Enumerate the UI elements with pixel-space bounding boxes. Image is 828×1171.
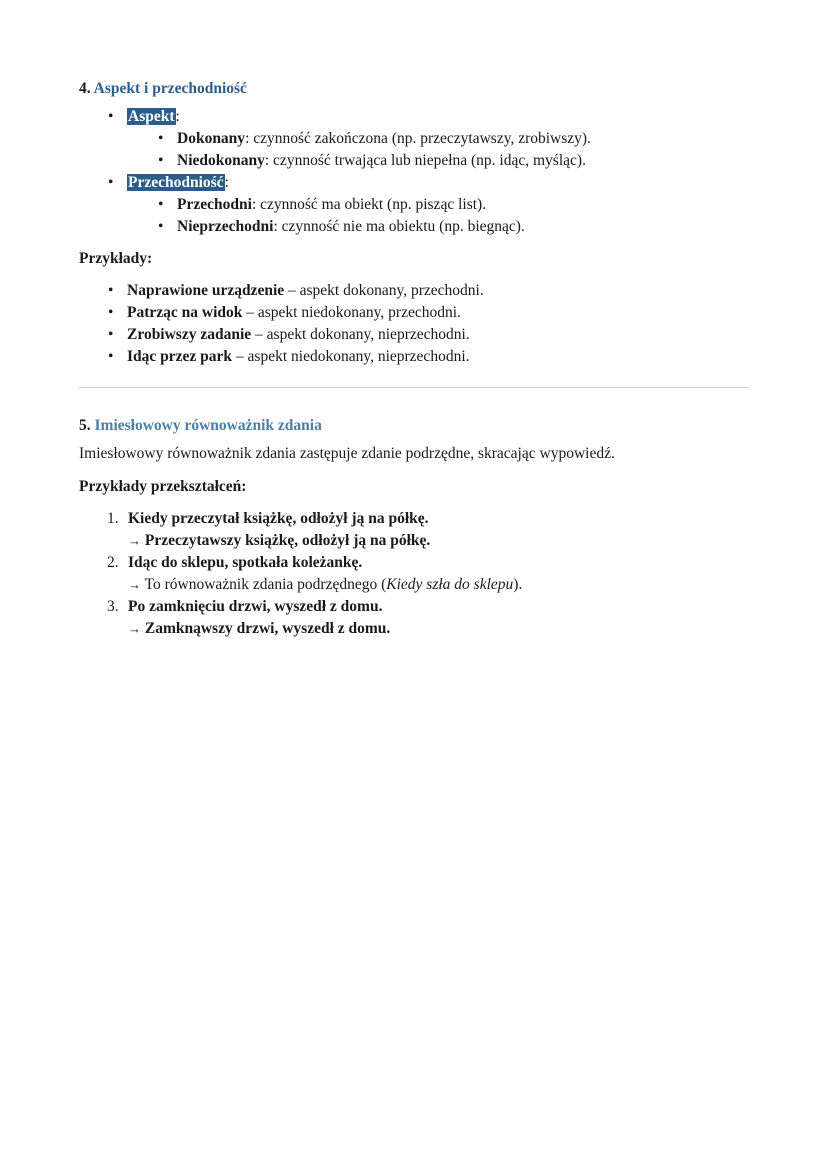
desc: – aspekt dokonany, nieprzechodni. [251, 326, 470, 343]
term: Niedokonany [177, 152, 265, 169]
bullet: • [108, 174, 114, 191]
term: Nieprzechodni [177, 218, 274, 235]
term: Dokonany [177, 130, 246, 147]
przechodniosc-colon: : [224, 174, 229, 191]
aspekt-sub-item [177, 151, 586, 171]
section-5-number: 5. [79, 417, 91, 434]
section-4-number: 4. [79, 80, 91, 97]
przechodniosc-sub-item [177, 217, 525, 237]
bullet: • [158, 130, 164, 147]
term: Naprawione urządzenie [127, 282, 285, 299]
example-item [127, 347, 470, 367]
list-sentence: Kiedy przeczytał książkę, odłożył ją na półkę. [128, 510, 429, 527]
przechodniosc-label: Przechodniość [128, 174, 224, 191]
term: Przechodni [177, 196, 252, 213]
bullet: • [158, 218, 164, 235]
result-pre: To równoważnik zdania podrzędnego ( [144, 576, 387, 593]
list-number: 1. [107, 510, 119, 527]
desc: : czynność ma obiekt (np. pisząc list). [251, 196, 487, 213]
example-item [127, 281, 484, 301]
desc: – aspekt dokonany, przechodni. [284, 282, 484, 299]
section-4-title: Aspekt i przechodniość [93, 80, 247, 97]
desc: – aspekt niedokonany, nieprzechodni. [232, 348, 470, 365]
section-5-title: Imiesłowowy równoważnik zdania [94, 417, 322, 434]
desc: – aspekt niedokonany, przechodni. [242, 304, 461, 321]
term: Patrząc na widok [127, 304, 243, 321]
list-result [128, 531, 430, 551]
arrow-icon: → [128, 533, 141, 548]
list-sentence: Po zamknięciu drzwi, wyszedł z domu. [128, 598, 383, 615]
przechodniosc-sub-item [177, 195, 486, 215]
list-number: 2. [107, 554, 119, 571]
desc: : czynność nie ma obiektu (np. biegnąc). [273, 218, 525, 235]
examples-heading: Przykłady: [79, 250, 153, 267]
bullet: • [108, 326, 114, 343]
desc: : czynność trwająca lub niepełna (np. idąc, myśląc). [264, 152, 586, 169]
aspekt-label: Aspekt [128, 108, 175, 125]
bullet: • [158, 152, 164, 169]
bullet: • [108, 348, 114, 365]
term: Zrobiwszy zadanie [127, 326, 252, 343]
result-text: Przeczytawszy książkę, odłożył ją na półkę. [144, 532, 431, 549]
term: Idąc przez park [127, 348, 233, 365]
example-item [127, 325, 470, 345]
list-result [128, 619, 390, 639]
bullet: • [108, 304, 114, 321]
aspekt-sub-item [177, 129, 591, 149]
bullet: • [108, 108, 114, 125]
arrow-icon: → [128, 621, 141, 636]
bullet: • [158, 196, 164, 213]
transformations-heading: Przykłady przekształceń: [79, 478, 247, 495]
result-post: ). [513, 576, 523, 593]
section-4-heading [79, 80, 247, 98]
list-number: 3. [107, 598, 119, 615]
list-sentence: Idąc do sklepu, spotkała koleżankę. [128, 554, 363, 571]
desc: : czynność zakończona (np. przeczytawszy, zrobiwszy). [245, 130, 591, 147]
result-text: Zamknąwszy drzwi, wyszedł z domu. [144, 620, 391, 637]
section-5-heading [79, 417, 322, 435]
aspekt-colon: : [175, 108, 180, 125]
bullet: • [108, 282, 114, 299]
aspekt-item [127, 107, 180, 127]
section-5-intro: Imiesłowowy równoważnik zdania zastępuje zdanie podrzędne, skracając wypowiedź. [79, 445, 615, 462]
przechodniosc-item [127, 173, 229, 193]
result-italic: Kiedy szła do sklepu [386, 576, 514, 593]
example-item [127, 303, 461, 323]
arrow-icon: → [128, 577, 141, 592]
horizontal-divider [79, 387, 749, 388]
list-result [128, 575, 522, 595]
